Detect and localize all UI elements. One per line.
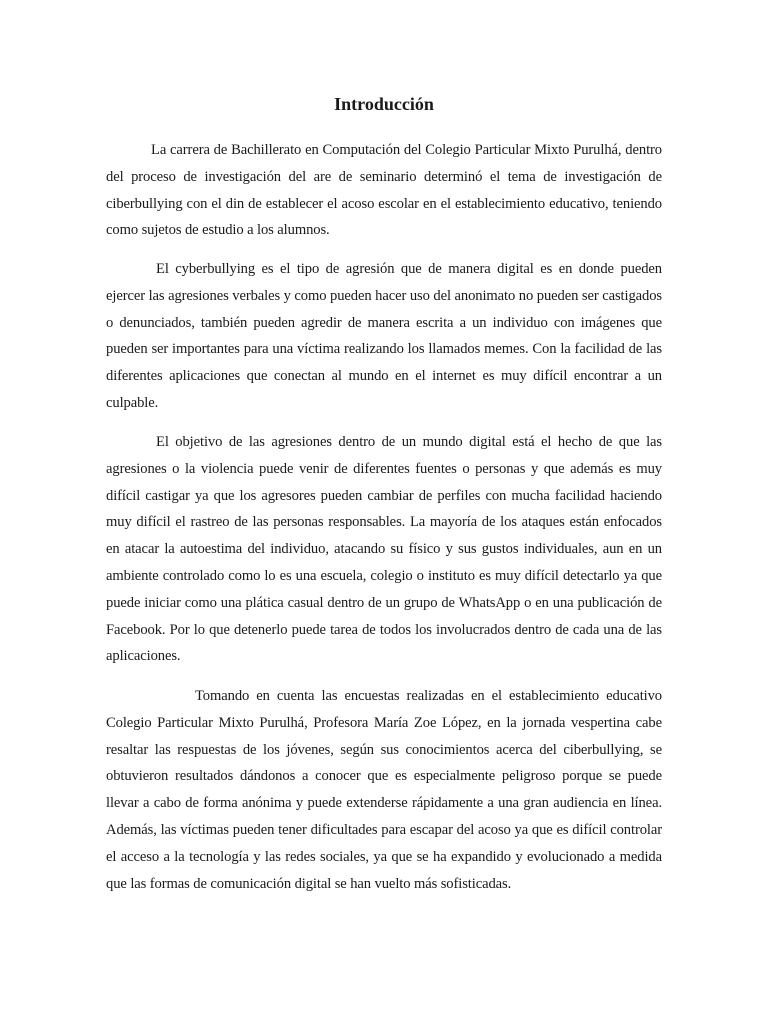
paragraph-4: Tomando en cuenta las encuestas realizadas en el establecimiento educativo Colegio Particular Mixto Purulhá, Profesora María Zoe López, en la jornada vespertina cabe resaltar las respuestas de los jóvenes, según sus conocimientos acerca del ciberbullying, se obtuvieron resultados dándonos a conocer que es especialmente peligroso porque se puede llevar a cabo de forma anónima y puede extenderse rápidamente a una gran audiencia en línea. Además, las víctimas pueden tener dificultades para escapar del acoso ya que es difícil controlar el acceso a la tecnología y las redes sociales, ya que se ha expandido y evolucionado a medida que las formas de comunicación digital se han vuelto más sofisticadas.	[106, 688, 662, 892]
paragraph-3: El objetivo de las agresiones dentro de un mundo digital está el hecho de que las agresiones o la violencia puede venir de diferentes fuentes o personas y que además es muy difícil castigar ya que los agresores pueden cambiar de perfiles con mucha facilidad haciendo muy difícil el rastreo de las personas responsables. La mayoría de los ataques están enfocados en atacar la autoestima del individuo, atacando su físico y sus gustos individuales, aun en un ambiente controlado como lo es una escuela, colegio o instituto es muy difícil detectarlo ya que puede iniciar como una plática casual dentro de un grupo de WhatsApp o en una publicación de Facebook. Por lo que detenerlo puede tarea de todos los involucrados dentro de cada una de las aplicaciones.	[106, 434, 662, 665]
paragraph-2: El cyberbullying es el tipo de agresión que de manera digital es en donde pueden ejercer las agresiones verbales y como pueden hacer uso del anonimato no pueden ser castigados o denunciados, también pueden agredir de manera escrita a un individuo con imágenes que pueden ser importantes para una víctima realizando los llamados memes. Con la facilidad de las diferentes aplicaciones que conectan al mundo en el internet es muy difícil encontrar a un culpable.	[106, 261, 662, 411]
page-title: Introducción	[334, 94, 434, 114]
paragraph-1: La carrera de Bachillerato en Computación del Colegio Particular Mixto Purulhá, dentro del proceso de investigación del are de seminario determinó el tema de investigación de ciberbullying con el din de establecer el acoso escolar en el establecimiento educativo, teniendo como sujetos de estudio a los alumnos.	[106, 142, 662, 239]
